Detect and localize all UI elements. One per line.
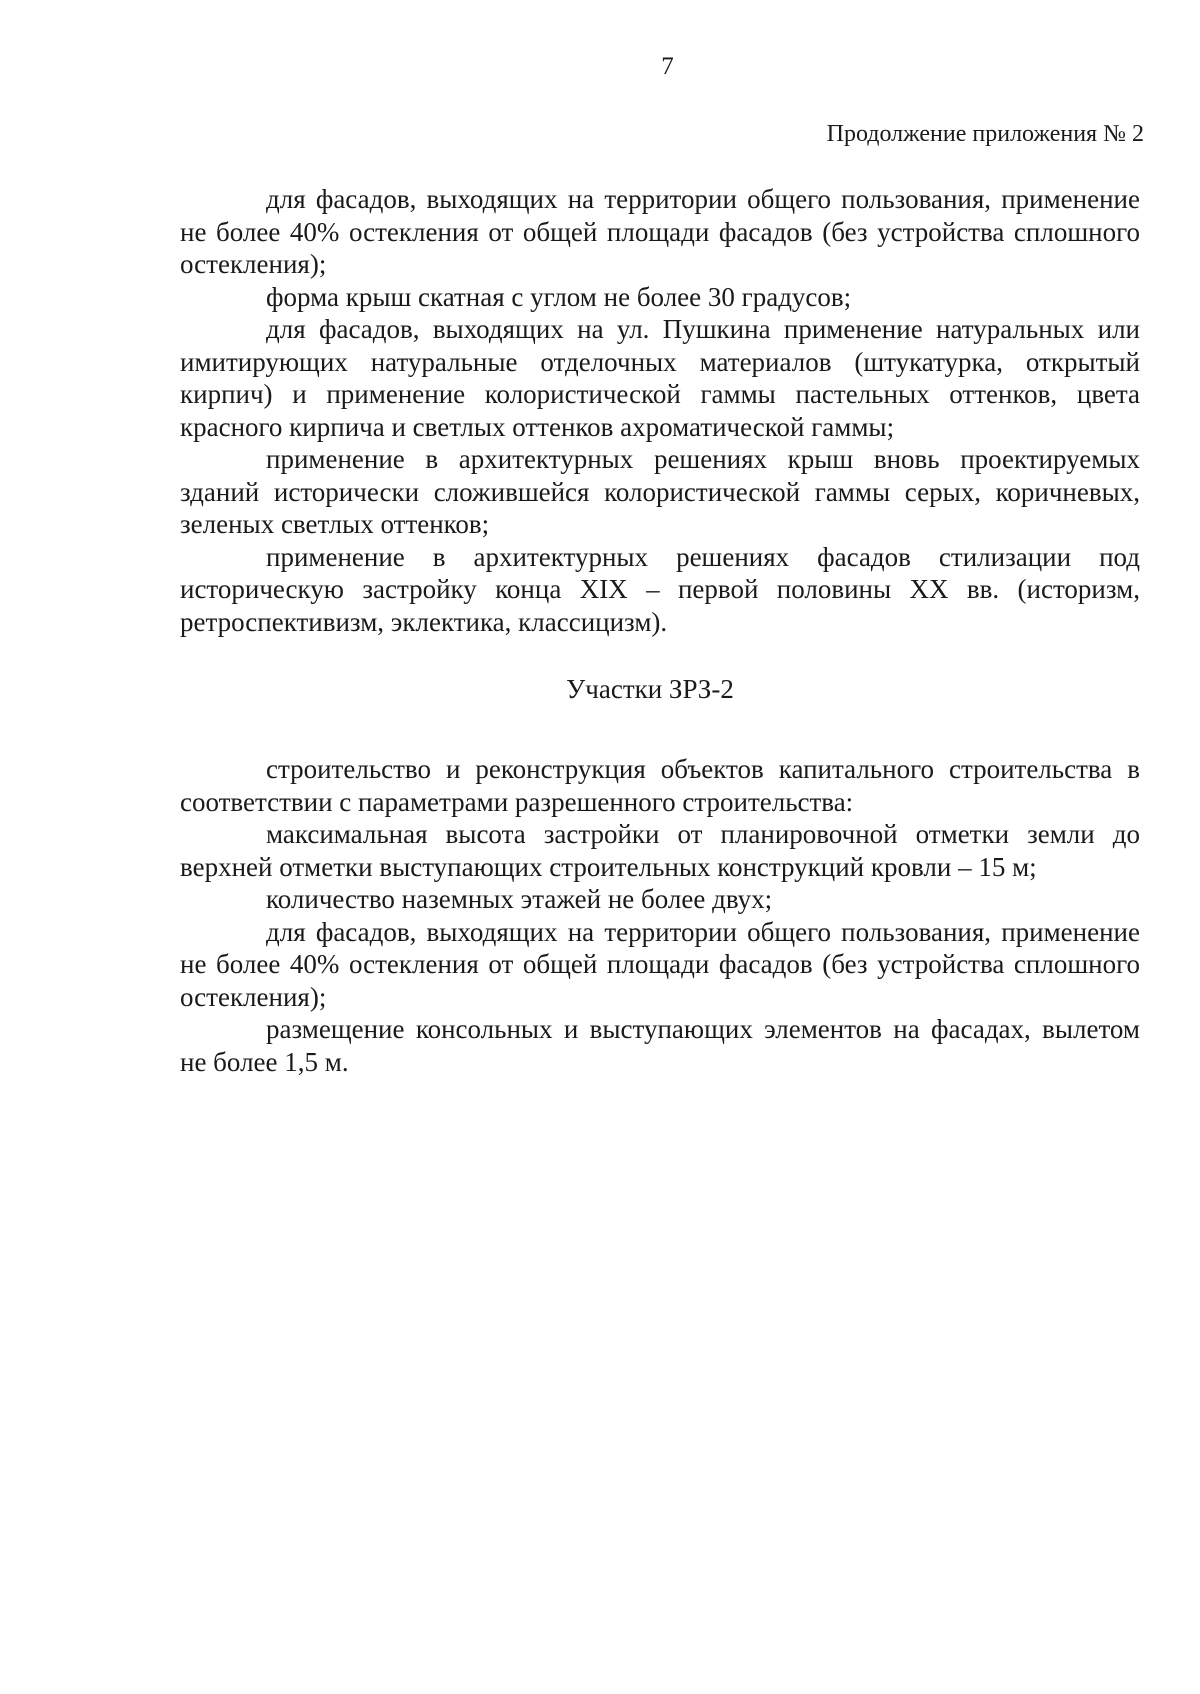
requirements-block-2 <box>180 753 1140 1078</box>
paragraph: применение в архитектурных решениях крыш вновь проектируемых зданий исторически сложившейся колористической гаммы серых, коричневых, зеленых светлых оттенков; <box>180 444 1140 539</box>
paragraph: применение в архитектурных решениях фасадов стилизации под историческую застройку конца XIX – первой половины XX вв. (историзм, ретроспективизм, эклектика, классицизм). <box>180 541 1140 637</box>
section-title: Участки ЗРЗ-2 <box>566 674 734 704</box>
paragraph: для фасадов, выходящих на территории общего пользования, применение не более 40% остекления от общей площади фасадов (без устройства сплошного остекления); <box>180 184 1140 279</box>
paragraph: форма крыш скатная с углом не более 30 градусов; <box>266 281 852 312</box>
page-number: 7 <box>661 53 674 80</box>
paragraph: для фасадов, выходящих на ул. Пушкина применение натуральных или имитирующих натуральные отделочных материалов (штукатурка, открытый кирпич) и применение колористической гаммы пастельных оттенков, цвета красного кирпича и светлых оттенков ахроматической гаммы; <box>180 314 1140 442</box>
paragraph: количество наземных этажей не более двух; <box>266 884 773 914</box>
requirements-block-1 <box>180 183 1140 638</box>
paragraph: для фасадов, выходящих на территории общего пользования, применение не более 40% остекления от общей площади фасадов (без устройства сплошного остекления); <box>180 916 1140 1012</box>
paragraph: размещение консольных и выступающих элементов на фасадах, вылетом не более 1,5 м. <box>180 1014 1140 1077</box>
paragraph: строительство и реконструкция объектов капитального строительства в соответствии с параметрами разрешенного строительства: <box>180 754 1140 817</box>
paragraph: максимальная высота застройки от планировочной отметки земли до верхней отметки выступающих строительных конструкций кровли – 15 м; <box>180 819 1140 882</box>
appendix-continuation-note: Продолжение приложения № 2 <box>826 121 1144 147</box>
